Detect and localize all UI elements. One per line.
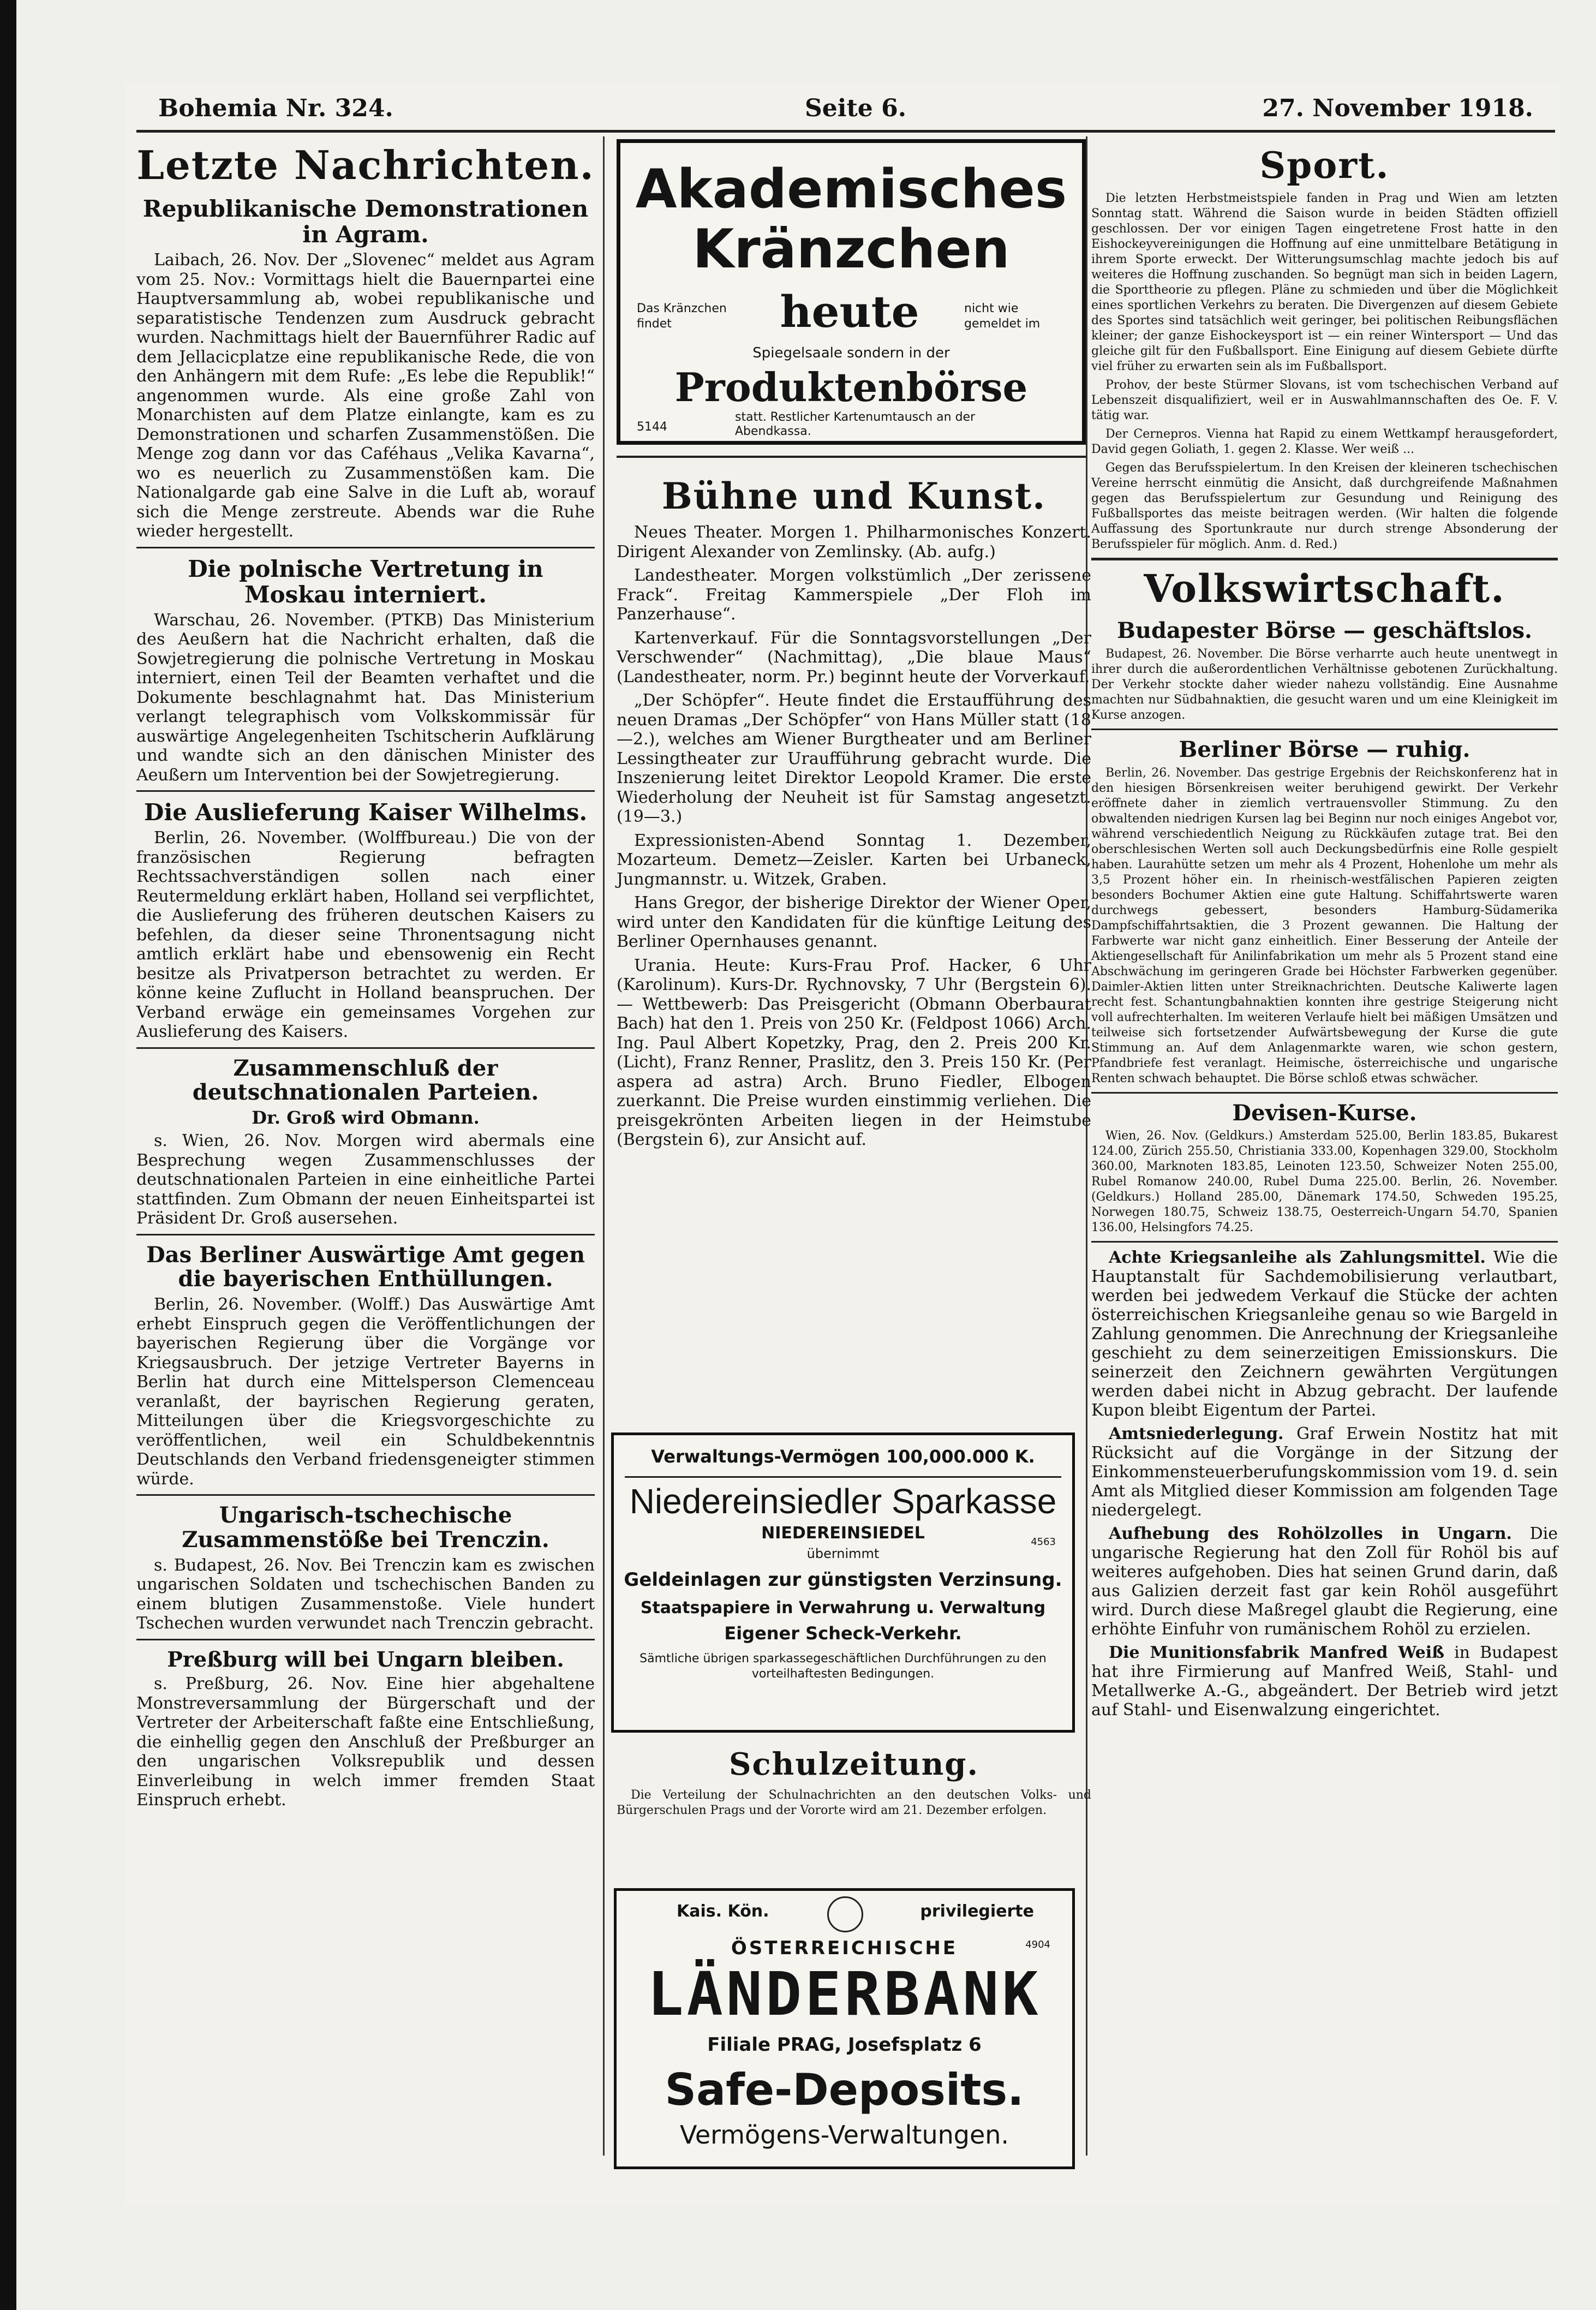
ad-rule <box>625 1476 1061 1478</box>
header-page-number: Seite 6. <box>805 94 907 122</box>
headline: Zusammenschluß der deutschnationalen Parteien. <box>192 1055 539 1106</box>
school-notice: Die Verteilung der Schulnachrichten an den deutschen Volks- und Bürgerschulen Prags und der Vororte wird am 21. Dezember erfolgen. <box>617 1788 1091 1817</box>
theatre-paragraph: „Der Schöpfer“. Heute findet die Erstaufführung des neuen Dramas „Der Schöpfer“ von Hans Müller statt (18—2.), welches am Wiener Burgtheater und am Berliner Lessingtheater zur Uraufführung gebracht wurde. Die Inszenierung leitet Direktor Leopold Kramer. Die erste Wiederholung der Neuheit ist für Samstag angesetzt. (19—3.) <box>617 691 1091 826</box>
ad-laenderbank <box>614 1888 1075 2169</box>
ad-line-securities: Staatspapiere in Verwahrung u. Verwaltung <box>640 1598 1046 1617</box>
economy-paragraph-title: Die Munitionsfabrik Manfred Weiß <box>1109 1643 1444 1663</box>
economy-paragraph: Berlin, 26. November. Das gestrige Ergebnis der Reichskonferenz hat in den hiesigen Börsenkreisen weiter beruhigend gewirkt. Der Verkehr eröffnete daher in ziemlich vertrauensvoller Stimmung. Zu den obwaltenden niedrigen Kursen lag bei Beginn nur noch einiges Angebot vor, während verschiedentlich Neigung zu Rückkäufen zutage trat. Bei den oberschlesischen Werten soll auch Deckungsbedürfnis eine Rolle gespielt haben. Laurahütte setzen um mehr als 4 Prozent, Hohenlohe um mehr als 3,5 Prozent höher ein. In rheinisch-westfälischen Papieren zeigten besonders Bochumer Aktien eine gute Haltung. Schiffahrtswerte waren durchwegs gebessert, besonders Hamburg-Südamerika Dampfschiffahrtsaktien, die 3 Prozent gewannen. Die Haltung der Farbwerte war nicht ganz einheitlich. Einer Besserung der Anteile der Aktiengesellschaft für Anilinfabrikation um mehr als 5 Prozent stand eine Abschwächung im geringeren Grade bei Höchster Farbwerken gegenüber. Daimler-Aktien litten unter Streiknachrichten. Deutsche Kaliwerte lagen recht fest. Schantungbahnaktien konnten ihre gestrige Steigerung nicht voll aufrechterhalten. Im weiteren Verlaufe hielt bei mäßigen Umsätzen und teilweise sich fortsetzender Aufwärtsbewegung der Kurse die gute Stimmung an. Auf dem Anlagenmarkte waren, wie schon gestern, Pfandbriefe fest veranlagt. Heimische, österreichische und ungarische Renten schwach behauptet. Die Börse schloß etwas schwächer. <box>1091 766 1558 1085</box>
ad-takes: übernimmt <box>806 1546 880 1561</box>
ad-line-checks: Eigener Scheck-Verkehr. <box>724 1623 962 1644</box>
header-date: 27. November 1918. <box>1262 94 1533 122</box>
ad-middle-line: Spiegelsaale sondern in der <box>752 345 950 361</box>
headline: Budapester Börse — geschäftslos. <box>1117 618 1532 643</box>
article-body: Laibach, 26. Nov. Der „Slovenec“ meldet aus Agram vom 25. Nov.: Vormittags hielt die Bauernpartei eine Hauptversammlung ab, wobei republikanische und separatistische Tendenzen zum Ausdruck gebracht wurden. Nachmittags hielt der Bauernführer Radic auf dem Jellacicplatze eine republikanische Rede, die von den Anhängern mit dem Rufe: „Es lebe die Republik!“ angenommen wurde. Als eine große Zahl von Monarchisten auf dem Platze einlangte, kam es zu Demonstrationen und scharfen Zusammenstößen. Die Menge zog dann vor das Caféhaus „Velika Kavarna“, wo es neuerlich zu Zusammenstößen kam. Die Nationalgarde gab eine Salve in die Luft ab, worauf sich die Menge zerstreute. Abends war die Ruhe wieder hergestellt. <box>136 250 595 541</box>
section-title-latest-news: Letzte Nachrichten. <box>136 142 595 188</box>
header-rule <box>136 130 1555 133</box>
article-body: s. Budapest, 26. Nov. Bei Trenczin kam es zwischen ungarischen Soldaten und tschechischen Banden zu einem blutigen Zusammenstoße. Viele hundert Tschechen wurden verwundet nach Trenczin gebracht. <box>136 1555 595 1633</box>
economy-paragraph: Budapest, 26. November. Die Börse verharrte auch heute unentwegt in ihrer durch die außerordentlichen Verhältnisse gebotenen Zurückhaltung. Der Verkehr stockte daher wieder nahezu vollständig. Eine Ausnahme machten nur Südbahnaktien, die gesucht waren und um eine Kleinigkeit im Kurse anzogen. <box>1091 647 1558 722</box>
ad-right-note: nicht wie gemeldet im <box>964 302 1041 331</box>
column-school <box>617 1741 1091 1822</box>
ad-privileged: privilegierte <box>920 1902 1034 1921</box>
economy-paragraph-body: Graf Erwein Nostitz hat mit Rücksicht auf die Vorgänge in der Sitzung der Einkommensteuerberufungskommission vom 19. d. sein Amt als Mitglied dieser Kommission am folgenden Tage niedergelegt. <box>1091 1424 1558 1520</box>
ad-code: 4563 <box>1031 1536 1056 1548</box>
section-title-theatre: Bühne und Kunst. <box>661 475 1047 517</box>
economy-paragraph <box>1091 1524 1558 1639</box>
column-sport-economy <box>1091 136 1558 1724</box>
divider <box>1091 1241 1558 1243</box>
headline: Ungarisch-tschechische Zusammenstöße bei Trenczin. <box>182 1502 549 1553</box>
headline: Republikanische Demonstrationen in Agram. <box>142 195 589 248</box>
header-issue: Bohemia Nr. 324. <box>158 94 393 122</box>
ad-branch: Filiale PRAG, Josefsplatz 6 <box>707 2034 982 2056</box>
section-title-economy: Volkswirtschaft. <box>1144 566 1505 611</box>
section-title-sport: Sport. <box>1259 144 1390 187</box>
scan-edge <box>0 0 16 2310</box>
divider <box>1091 729 1558 730</box>
sport-paragraph: Der Cernepros. Vienna hat Rapid zu einem Wettkampf herausgefordert, David gegen Goliath, 1. gegen 2. Klasse. Wer weiß ... <box>1091 427 1558 456</box>
column-rule-1 <box>603 136 605 2156</box>
divider <box>617 456 1086 458</box>
ad-code: 5144 <box>637 420 667 434</box>
sport-paragraph: Gegen das Berufsspielertum. In den Kreisen der kleineren tschechischen Vereine herrscht einmütig die Ansicht, daß durchgreifende Maßnahmen gegen das Berufsspielertum zur Gesundung und Reinigung des Fußballsportes das meiste beitragen werden. (Wir halten die folgende Auffassung des Sportunkraute nur durch strenge Absonderung der Berufsspieler für möglich. Anm. d. Red.) <box>1091 461 1558 551</box>
ad-laenderbank-name: LÄNDERBANK <box>647 1959 1042 2029</box>
economy-paragraph <box>1091 1643 1558 1720</box>
ad-niedereinsiedler-sparkasse <box>611 1432 1075 1733</box>
page-header <box>158 90 1533 128</box>
ad-footer-note: statt. Restlicher Kartenumtausch an der Abendkassa. <box>735 410 976 438</box>
sport-paragraph: Die letzten Herbstmeistspiele fanden in Prag und Wien am letzten Sonntag statt. Während die Saison wurde in beiden Städten offiziell geschlossen. Der vor einigen Tagen eingetretene Frost hatte in den Eishockeyvereinigungen die Hoffnung auf eine unmittelbare Betätigung in ihrem Sporte erweckt. Der Witterungsumschlag machte jedoch bis auf weiteres die Hoffnung zuschanden. So begnügt man sich in beiden Lagern, die Sporttheorie zu pflegen. Pläne zu schmieden und über die Möglichkeit eines sportlichen Verkehrs zu beraten. Die Divergenzen auf diesem Gebiete des Sportes sind tatsächlich weit geringer, bei politischen Reibungsflächen kleiner; der ganze Eishockeysport ist — ein reiner Wintersport — Und das gleiche gilt für den Fußballsport. Eine Einigung auf diesem Gebiete dürfte viel früher zu erwarten sein als im Fußballsport. <box>1091 192 1558 373</box>
theatre-paragraph: Kartenverkauf. Für die Sonntagsvorstellungen „Der Verschwender“ (Nachmittag), „Die blaue Maus“ (Landestheater, norm. Pr.) beginnt heute der Vorverkauf. <box>617 628 1091 687</box>
ad-asset-management: Vermögens-Verwaltungen. <box>679 2120 1009 2150</box>
divider <box>136 1494 595 1496</box>
ad-assets-line: Verwaltungs-Vermögen 100,000.000 K. <box>651 1446 1035 1467</box>
article-body: s. Wien, 26. Nov. Morgen wird abermals eine Besprechung wegen Zusammenschlusses der deutschnationalen Parteien in eine einheitliche Partei stattfinden. Zum Obmann der neuen Einheitspartei ist Präsident Dr. Groß ausersehen. <box>136 1131 595 1228</box>
headline: Die polnische Vertretung in Moskau interniert. <box>188 555 543 608</box>
eagle-emblem-icon <box>827 1896 863 1932</box>
ad-place: Produktenbörse <box>674 364 1028 410</box>
ad-left-note: Das Kränzchen findet <box>637 302 727 331</box>
theatre-paragraph: Urania. Heute: Kurs-Frau Prof. Hacker, 6 Uhr (Karolinum). Kurs-Dr. Rychnovsky, 7 Uhr (Bergstein 6). — Wettbewerb: Das Preisgericht (Obmann Oberbaurat Bach) hat den 1. Preis von 250 Kr. (Feldpost 1066) Arch. Ing. Paul Albert Kopetzky, Prag, den 2. Preis 200 Kr. (Licht), Franz Renner, Praslitz, den 3. Preis 150 Kr. (Per aspera ad astra) Arch. Bruno Fiedler, Elbogen zuerkannt. Die Preise wurden einstimmig verliehen. Die preisgekrönten Arbeiten liegen in der Heimstube (Bergstein 6), zur Ansicht auf. <box>617 956 1091 1149</box>
ad-code: 4904 <box>1025 1939 1050 1950</box>
ad-title-line2: Kränzchen <box>692 218 1010 280</box>
headline: Preßburg will bei Ungarn bleiben. <box>167 1646 564 1672</box>
ad-title-line1: Akademisches <box>635 158 1067 220</box>
column-latest-news <box>136 136 595 1814</box>
headline: Das Berliner Auswärtige Amt gegen die bayerischen Enthüllungen. <box>146 1241 585 1292</box>
divider <box>136 1639 595 1640</box>
economy-paragraph <box>1091 1248 1558 1420</box>
headline: Die Auslieferung Kaiser Wilhelms. <box>144 799 588 826</box>
divider <box>136 547 595 548</box>
divider <box>136 1234 595 1235</box>
ad-bank-town: NIEDEREINSIEDEL <box>761 1524 925 1543</box>
divider <box>1091 1092 1558 1094</box>
ad-oesterreichische: ÖSTERREICHISCHE <box>731 1937 958 1959</box>
economy-paragraph-body: Die ungarische Regierung hat den Zoll für Rohöl bis auf weiteres aufgehoben. Dies hat seinen Grund darin, daß aus Galizien derzeit fast gar kein Rohöl ausgeführt wird. Durch diese Maßregel glaubt die Regierung, eine erhöhte Einfuhr von rumänischem Rohöl zu erzielen. <box>1091 1524 1558 1639</box>
divider <box>1091 558 1558 560</box>
economy-paragraph <box>1091 1424 1558 1520</box>
ad-akademisches-kraenzchen <box>617 139 1086 445</box>
article-body: Berlin, 26. November. (Wolffbureau.) Die von der französischen Regierung befragten Rechtssachverständigen sollen nach einer Reutermeldung erklärt haben, Holland sei verpflichtet, die Auslieferung des früheren deutschen Kaisers zu befehlen, da dieser seine Thronentsagung nicht amtlich erklärt habe und ebensowenig ein Recht besitze als Privatperson betrachtet zu werden. Er könne keine Zuflucht in Holland beanspruchen. Der Verband erwäge ein gemeinsames Vorgehen zur Auslieferung des Kaisers. <box>136 828 595 1042</box>
ad-heute: heute <box>780 286 919 337</box>
article-body: s. Preßburg, 26. Nov. Eine hier abgehaltene Monstreversammlung der Bürgerschaft und der Vertreter der Arbeiterschaft faßte eine Entschließung, die einhellig gegen den Anschluß der Preßburger an den ungarischen Volksrepublik und dessen Einverleibung in welch immer fremden Staat Einspruch erhebt. <box>136 1674 595 1810</box>
economy-paragraph-body: Wie die Hauptanstalt für Sachdemobilisierung verlautbart, werden bei jedwedem Verkauf die Stücke der achten österreichischen Kriegsanleihe genau so wie Bargeld in Zahlung genommen. Die Anrechnung der Kriegsanleihe geschieht zu dem seinerzeitigen Emissionskurs. Die seinerzeit den Zeichnern gewährten Vergütungen werden dabei nicht in Abzug gebracht. Der laufende Kupon bleibt Eigentum der Partei. <box>1091 1248 1558 1420</box>
theatre-paragraph: Expressionisten-Abend Sonntag 1. Dezember, Mozarteum. Demetz—Zeisler. Karten bei Urbaneck, Jungmannstr. u. Witzek, Graben. <box>617 831 1091 889</box>
sport-paragraph: Prohov, der beste Stürmer Slovans, ist vom tschechischen Verband auf Lebenszeit disqualifiziert, weil er in Auswahlmannschaften des Oe. F. V. tätig war. <box>1091 378 1558 422</box>
economy-paragraph-body: in Budapest hat ihre Firmierung auf Manfred Weiß, Stahl- und Metallwerke A.-G., abgeändert. Der Betrieb wird jetzt auf Stahl- und Eisenwalzung eingerichtet. <box>1091 1643 1558 1720</box>
ad-line-services: Sämtliche übrigen sparkassegeschäftlichen Durchführungen zu den vorteilhaftesten Bedingungen. <box>639 1652 1047 1681</box>
ad-kais-koen: Kais. Kön. <box>677 1902 769 1921</box>
section-title-school: Schulzeitung. <box>729 1746 979 1782</box>
theatre-paragraph: Neues Theater. Morgen 1. Philharmonisches Konzert. Dirigent Alexander von Zemlinsky. (Ab. aufg.) <box>617 523 1091 562</box>
theatre-paragraph: Landestheater. Morgen volkstümlich „Der zerissene Frack“. Freitag Kammerspiele „Der Floh im Panzerhause“. <box>617 566 1091 624</box>
economy-paragraph-title: Amtsniederlegung. <box>1109 1424 1284 1444</box>
divider <box>136 1047 595 1049</box>
ad-safe-deposits: Safe-Deposits. <box>665 2064 1024 2115</box>
article-body: Berlin, 26. November. (Wolff.) Das Auswärtige Amt erhebt Einspruch gegen die Veröffentlichungen der bayerischen Regierung über die Vorgänge vor Kriegsausbruch. Der jetzige Vertreter Bayerns in Berlin hat durch eine Mittelsperson Clemenceau veranlaßt, der bayrischen Regierung geraten, Mitteilungen über die Kriegsvorgeschichte zu veröffentlichen, weil ein Schuldbekenntnis Deutschlands den Verband friedensgeneigter stimmen würde. <box>136 1295 595 1489</box>
headline: Devisen-Kurse. <box>1232 1100 1417 1126</box>
divider <box>136 790 595 792</box>
article-body: Warschau, 26. November. (PTKB) Das Ministerium des Aeußern hat die Nachricht erhalten, daß die Sowjetregierung die polnische Vertretung in Moskau interniert, einen Teil der Beamten verhaftet und die Dokumente beschlagnahmt hat. Das Ministerium verlangt telegraphisch vom Volkskommissär für auswärtige Angelegenheiten Tschitscherin Aufklärung und wandte sich an den dänischen Minister des Aeußern um Intervention bei der Sowjetregierung. <box>136 610 595 785</box>
economy-paragraph: Wien, 26. Nov. (Geldkurs.) Amsterdam 525.00, Berlin 183.85, Bukarest 124.00, Zürich 255.50, Christiania 333.00, Kopenhagen 329.00, Stockholm 360.00, Marknoten 183.85, Leinoten 123.50, Schweizer Noten 255.00, Rubel Romanow 240.00, Rubel Duma 225.00. Berlin, 26. November. (Geldkurs.) Holland 285.00, Dänemark 174.50, Schweden 195.25, Norwegen 180.75, Schweiz 138.75, Oesterreich-Ungarn 54.70, Spanien 136.00, Helsingfors 74.25. <box>1091 1129 1558 1235</box>
economy-paragraph-title: Achte Kriegsanleihe als Zahlungsmittel. <box>1109 1248 1486 1268</box>
ad-line-deposits: Geldeinlagen zur günstigsten Verzinsung. <box>624 1569 1062 1591</box>
theatre-paragraph: Hans Gregor, der bisherige Direktor der Wiener Oper, wird unter den Kandidaten für die künftige Leitung des Berliner Opernhauses genannt. <box>617 893 1091 951</box>
subheadline: Dr. Groß wird Obmann. <box>252 1107 480 1129</box>
economy-paragraph-title: Aufhebung des Rohölzolles in Ungarn. <box>1109 1524 1512 1544</box>
headline: Berliner Börse — ruhig. <box>1179 736 1471 762</box>
ad-bank-name: Niedereinsiedler Sparkasse <box>629 1482 1057 1521</box>
column-theatre <box>617 464 1091 1154</box>
